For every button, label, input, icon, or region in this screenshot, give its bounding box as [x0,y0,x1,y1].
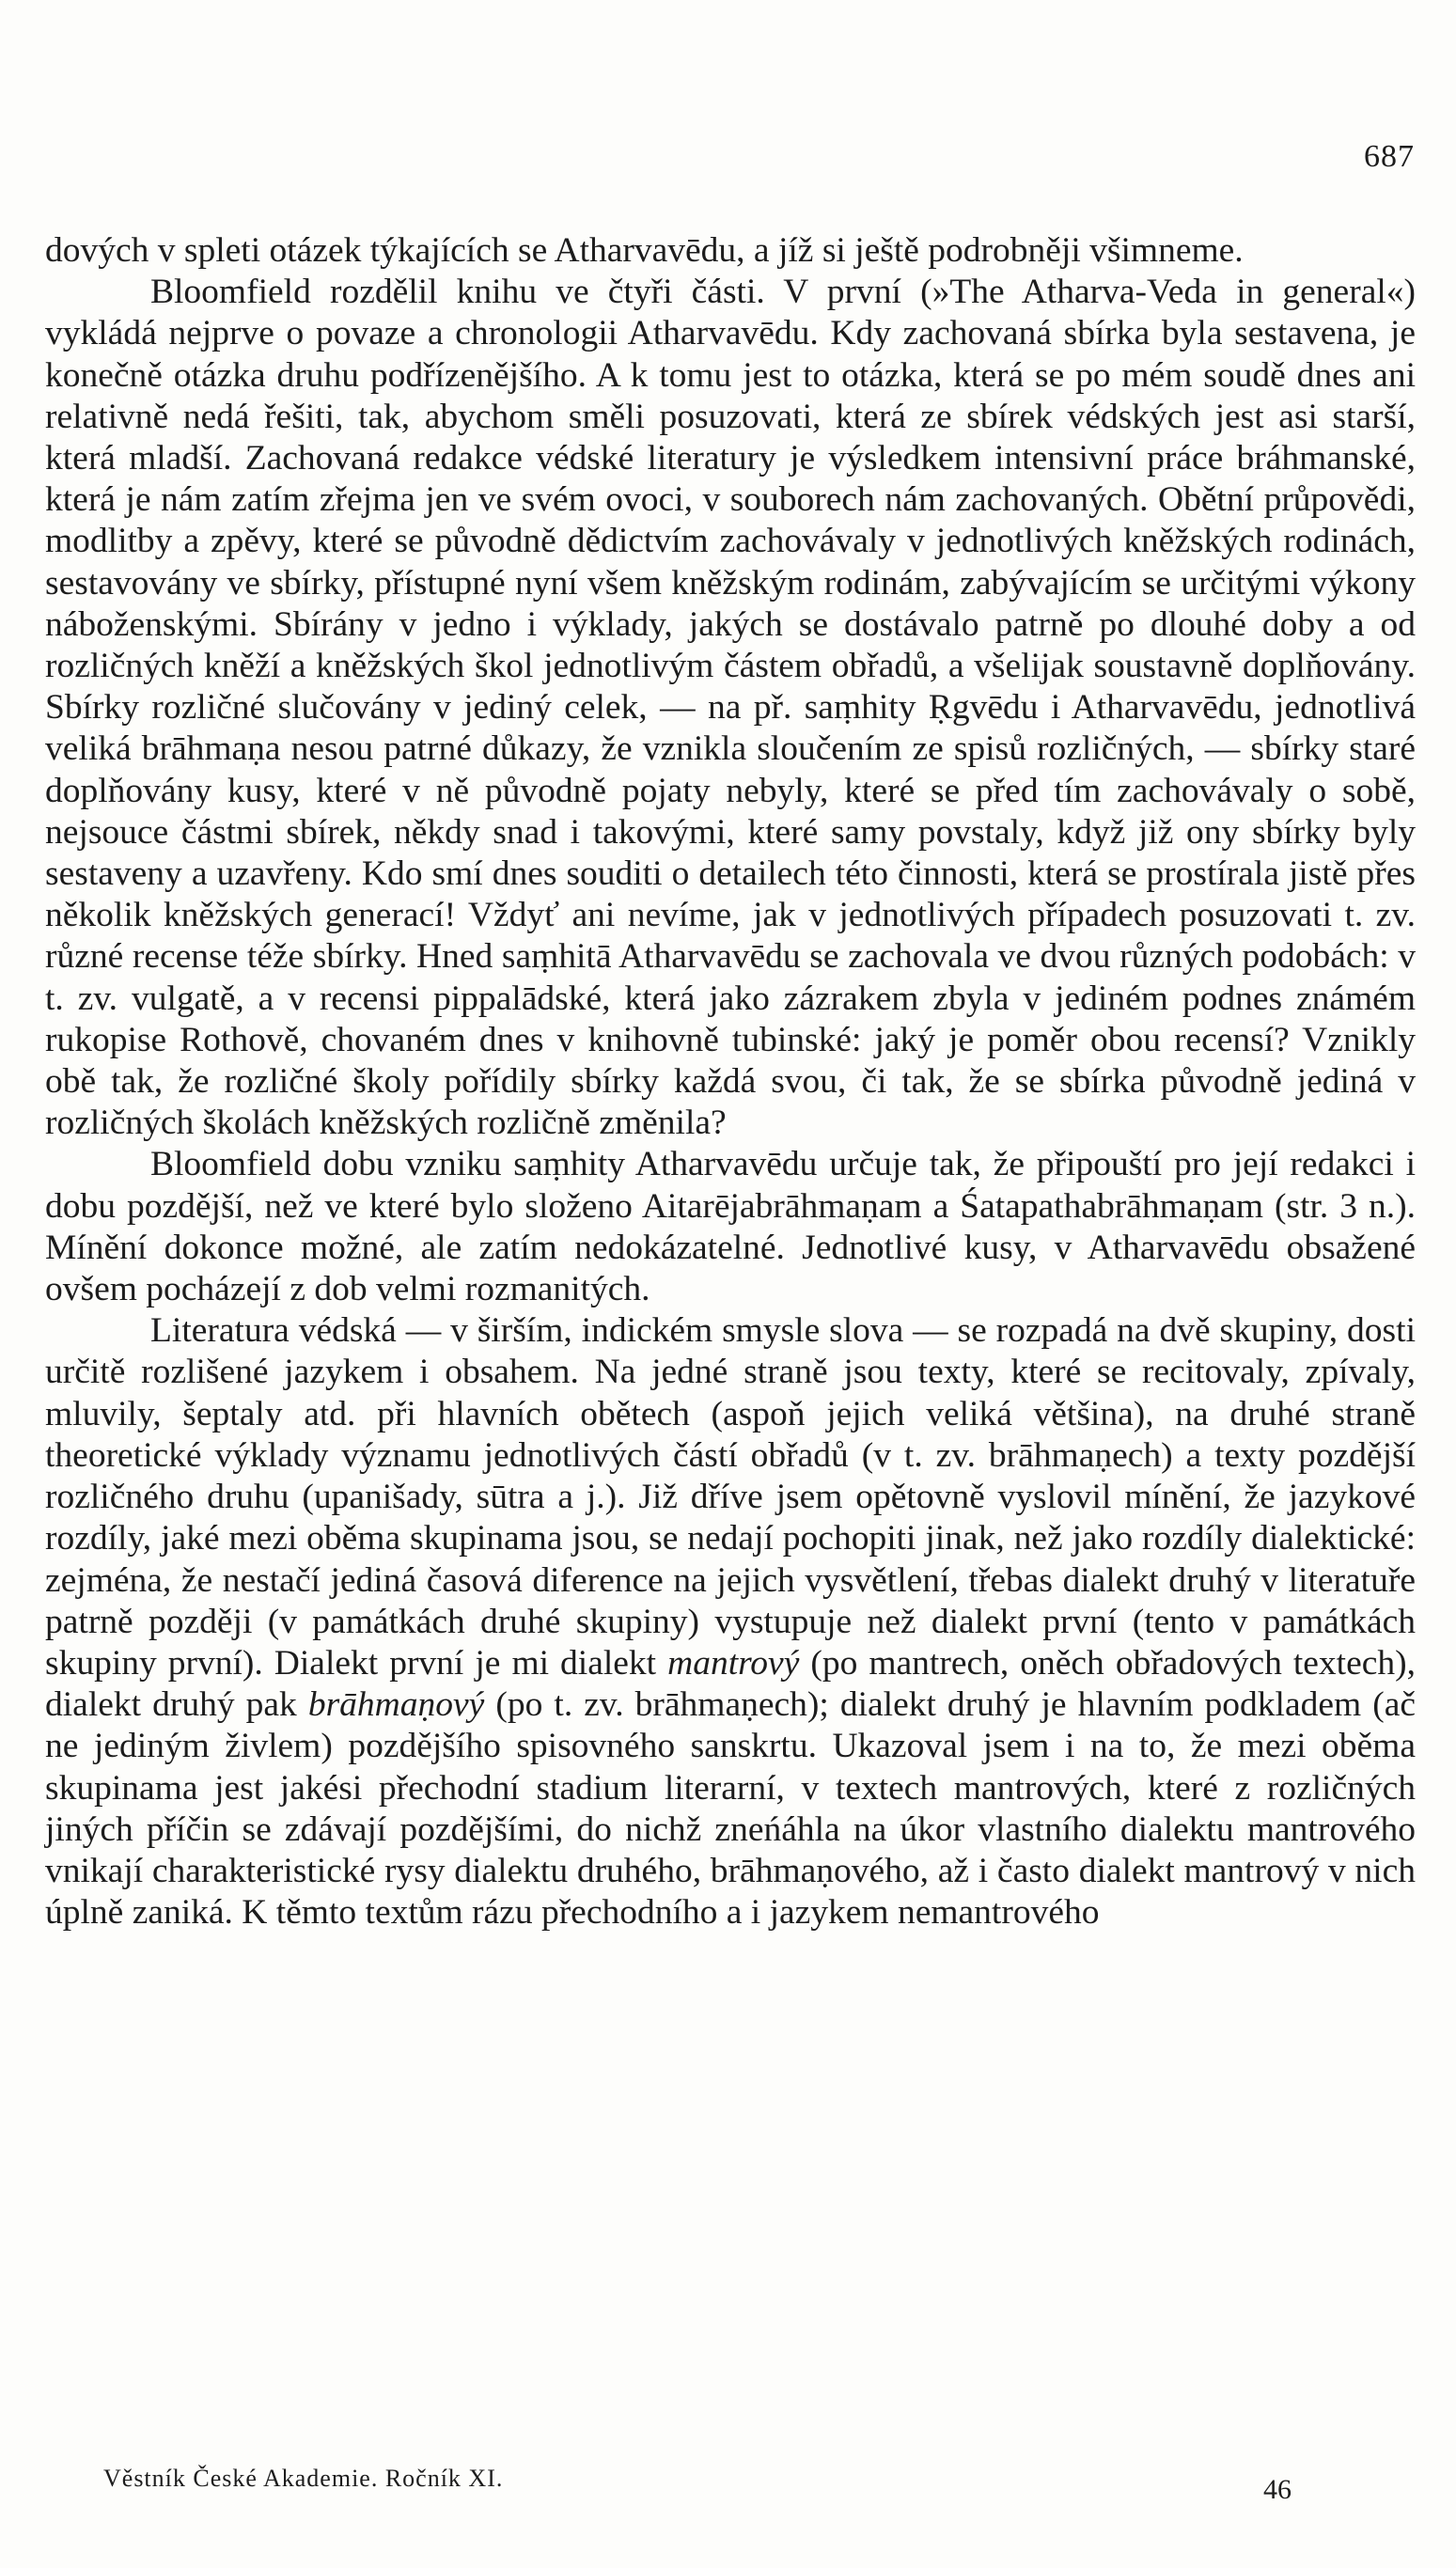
footer-journal-title: Věstník České Akademie. Ročník XI. [103,2465,504,2492]
paragraph-vedic-literature [45,1310,1416,1934]
italic-term: mantrový [667,1643,800,1683]
italic-term: brāhmaṇový [307,1685,485,1725]
paragraph-continuation: dových v spleti otázek týkajících se Atharvavēdu, a jíž si ještě podrobněji všimneme. [45,231,1244,270]
paragraph-bloomfield-parts: Bloomfield rozdělil knihu ve čtyři části. V první (»The Atharva-Veda in general«) vykládá nejprve o povaze a chronologii Atharvavēdu. Kdy zachovaná sbírka byla sestavena, je konečně otázka druhu podřízenějšího. A k tomu jest to otázka, která se po mém soudě dnes ani relativně nedá řešiti, tak, abychom směli posuzovati, která ze sbírek védských jest asi starší, která mladší. Zachovaná redakce védské literatury je výsledkem intensivní práce bráhmanské, která je nám zatím zřejma jen ve svém ovoci, v souborech nám zachovaných. Obětní průpovědi, modlitby a zpěvy, které se původně dědictvím zachovávaly v jednotlivých kněžských rodinách, sestavovány ve sbírky, přístupné nyní všem kněžským rodinám, zabývajícím se určitými výkony náboženskými. Sbírány v jedno i výklady, jakých se dostávalo patrně po dlouhé doby a od rozličných kněží a kněžských škol jednotlivým částem obřadů, a všelijak soustavně doplňovány. Sbírky rozličné slučovány v jediný celek, — na př. saṃhity Ṛgvēdu i Atharvavēdu, jednotlivá veliká brāhmaṇa nesou patrné důkazy, že vznikla sloučením ze spisů rozličných, — sbírky staré doplňovány kusy, které v ně původně pojaty nebyly, které se před tím zachovávaly o sobě, nejsouce částmi sbírek, někdy snad i takovými, které samy povstaly, když již ony sbírky byly sestaveny a uzavřeny. Kdo smí dnes souditi o detailech této činnosti, která se prostírala jistě přes několik kněžských generací! Vždyť ani nevíme, jak v jednotlivých případech posuzovati t. zv. různé recense téže sbírky. Hned saṃhitā Atharvavēdu se zachovala ve dvou různých podobách: v t. zv. vulgatě, a v recensi pippalādské, která jako zázrakem zbyla v jediném podnes známém rukopise Rothově, chovaném dnes v knihovně tubinské: jaký je poměr obou recensí? Vznikly obě tak, že rozličné školy pořídily sbírky každá svou, či tak, že se sbírka původně jediná v rozličných školách kněžských rozličně změnila? [45,273,1416,1143]
paragraph-text-part: Literatura védská — v širším, indickém smysle slova — se rozpadá na dvě skupiny, dosti určitě rozlišené jazykem i obsahem. Na jedné straně jsou texty, které se recitovaly, zpívaly, mluvily, šeptaly atd. při hlavních obětech (aspoň jejich veliká většina), na druhé straně theoretické výklady významu jednotlivých částí obřadů (v t. zv. brāhmaṇech) a texty pozdější rozličného druhu (upanišady, sūtra a j.). Již dříve jsem opětovně vyslovil mínění, že jazykové rozdíly, jaké mezi oběma skupinama jsou, se nedají pochopiti jinak, než jako rozdíly dialektické: zejména, že nestačí jediná časová diference na jejich vysvětlení, třebas dialekt druhý v literatuře patrně později (v památkách druhé skupiny) vystupuje než dialekt první (tento v památkách skupiny první). Dialekt první je mi dialekt [45,1311,1416,1683]
footer-signature: 46 [1263,2474,1292,2505]
body-text [45,230,1416,1934]
paragraph-text-part: (po t. zv. brāhmaṇech); dialekt druhý je hlavním podkladem (ač ne jediným živlem) pozdějšího spisovného sanskrtu. Ukazoval jsem i na to, že mezi oběma skupinama jest jakési přechodní stadium literarní, v textech mantrových, které z rozličných jiných příčin se zdávají pozdějšími, do nichž zneńáhla na úkor vlastního dialektu mantrového vnikají charakteristické rysy dialektu druhého, brāhmaṇového, až i často dialekt mantrový v nich úplně zaniká. K těmto textům rázu přechodního a i jazykem nemantrového [45,1685,1416,1933]
paragraph-dating: Bloomfield dobu vzniku saṃhity Atharvavēdu určuje tak, že připouští pro její redakci i dobu pozdější, než ve které bylo složeno Aitarējabrāhmaṇam a Śatapathabrāhmaṇam (str. 3 n.). Mínění dokonce možné, ale zatím nedokázatelné. Jednotlivé kusy, v Atharvavēdu obsažené ovšem pocházejí z dob velmi rozmanitých. [45,1145,1416,1309]
page-number: 687 [1364,139,1415,174]
paragraph-text-part: (po mantrech, oněch obřadových textech), dialekt druhý pak [45,1643,1416,1725]
